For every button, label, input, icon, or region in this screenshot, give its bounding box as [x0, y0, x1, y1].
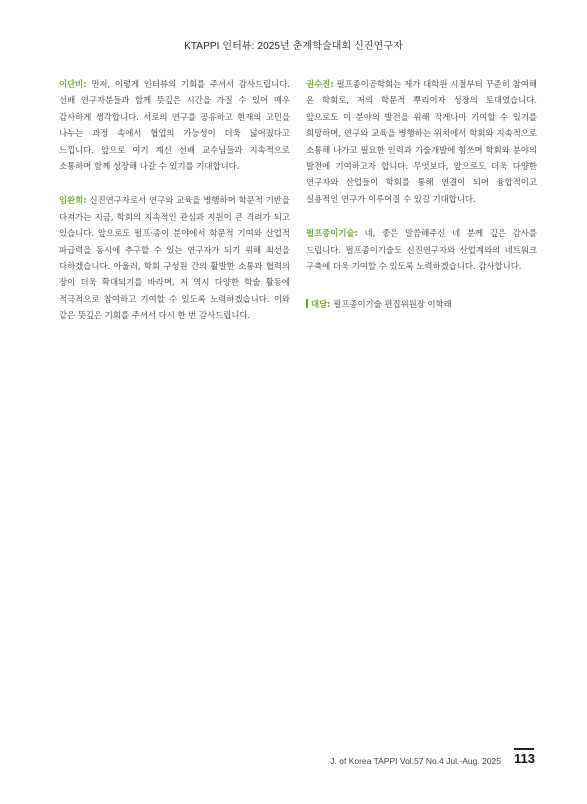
speaker-name: 권수진: — [306, 79, 334, 89]
speaker-name: 펄프종이기술: — [306, 228, 358, 239]
interview-paragraph-left-2 — [59, 192, 290, 323]
paragraph-text: 네, 좋은 말씀해주신 네 분께 깊은 감사를 드립니다. 펄프종이기술도 신진연구자와 산업계와의 네트워크 구축에 더욱 기여할 수 있도록 노력하겠습니다. 감사합니다. — [306, 228, 537, 272]
interview-paragraph-right-2 — [306, 225, 537, 274]
page-number: 113 — [514, 751, 535, 766]
right-column — [306, 76, 537, 312]
paragraph-text: 신진연구자로서 연구와 교육을 병행하며 학문적 기반을 다져가는 지금, 학회의 지속적인 관심과 지원이 큰 격려가 되고 있습니다. 앞으로도 펄프·종이 분야에서 학문적 기여와 산업적 파급력을 동시에 추구할 수 있는 연구자가 되기 위해 최선을 다하겠습니다. 아울러, 학회 구성원 간의 활발한 소통과 협력의 장이 더욱 확대되기를 바라며, 저 역시 다양한 학술 활동에 적극적으로 참여하고 기여할 수 있도록 노력하겠습니다. 이와 같은 뜻깊은 기회를 주셔서 다시 한 번 감사드립니다. — [59, 195, 290, 321]
accent-bar-icon — [306, 299, 308, 308]
interview-paragraph-right-1 — [306, 76, 537, 207]
interviewer-credit — [306, 296, 537, 312]
interviewer-label: 대담: — [311, 299, 331, 310]
page-header-title: KTAPPI 인터뷰: 2025년 춘계학술대회 신진연구자 — [184, 41, 403, 52]
left-column — [59, 76, 290, 342]
journal-citation: J. of Korea TAPPI Vol.57 No.4 Jul.-Aug. 2025 — [330, 756, 501, 766]
speaker-name: 이단비: — [59, 79, 87, 89]
paragraph-text: 펄프종이공학회는 제가 대학원 시절부터 꾸준히 참여해 온 학회로, 저의 학문적 뿌리이자 성장의 토대였습니다. 앞으로도 이 분야의 발전을 위해 작게나마 기여할 수 있기를 희망하며, 연구와 교육을 병행하는 위치에서 학회와 지속적으로 소통해 나가고 필요한 인력과 기술개발에 힘쓰며 학회와 분야의 발전에 기여하고자 합니다. 무엇보다, 앞으로도 더욱 다양한 연구자와 산업들이 학회를 통해 연결이 되어 융합적이고 실용적인 연구가 이루어질 수 있길 기대합니다. — [306, 79, 537, 204]
speaker-name: 임완희: — [59, 195, 87, 206]
footer-rule — [514, 748, 534, 750]
paragraph-text: 먼저, 이렇게 인터뷰의 기회를 주셔서 감사드립니다. 선배 연구자분들과 함께 뜻깊은 시간을 가질 수 있어 매우 감사하게 생각합니다. 서로의 연구를 공유하고 현재의 고민을 나누는 과정 속에서 협업의 가능성이 더욱 넓어졌다고 느낍니다. 앞으로 여기 계신 선배 교수님들과 지속적으로 소통하며 함께 성장해 나갈 수 있기를 기대합니다. — [59, 79, 290, 172]
interview-paragraph-left-1 — [59, 76, 290, 174]
interviewer-name: 펄프종이기술 편집위원장 이학래 — [330, 299, 452, 310]
